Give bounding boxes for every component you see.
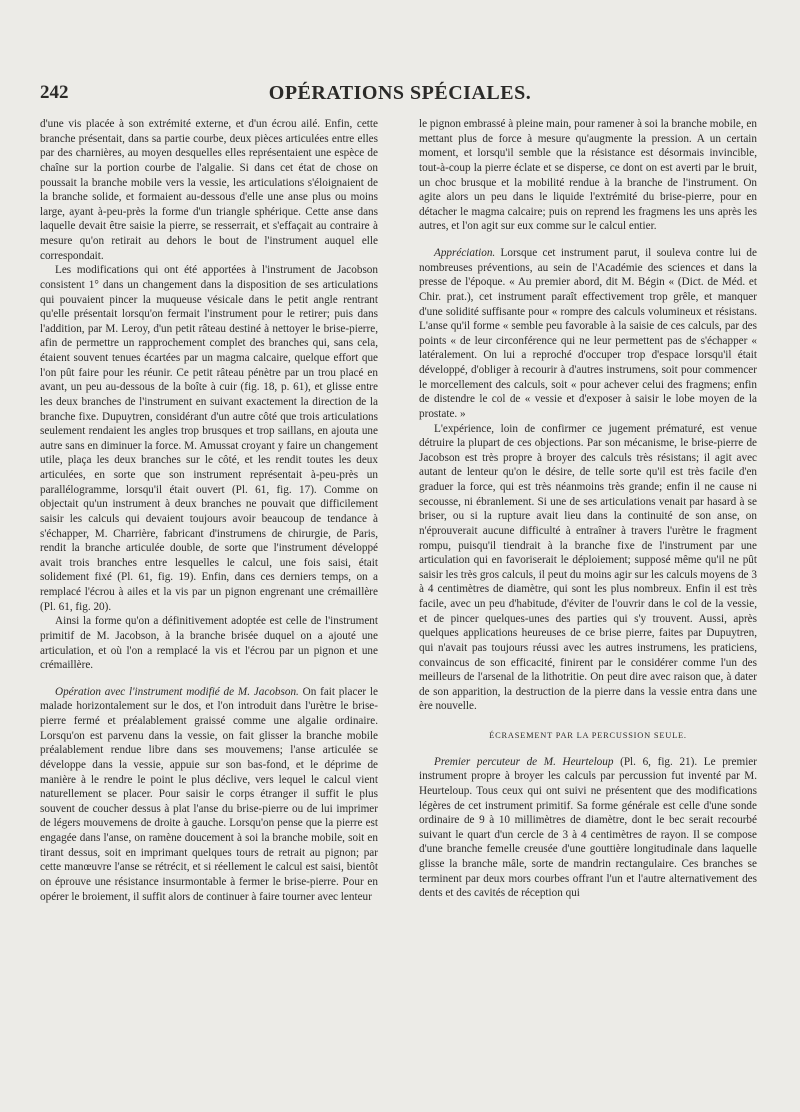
page-number: 242 — [40, 82, 69, 103]
paragraph: L'expérience, loin de confirmer ce jugement prématuré, est venue détruire la plupart de ces objections. Par son mécanisme, le brise-pierre de Jacobson est très propre à broyer des calculs très résistans; il agit avec autant de lenteur qu'on le désire, de telle sorte qu'il est très facile d'en graduer la force, qui est très néanmoins très grande; enfin il ne cause ni secousse, ni ébranlement. Si une de ses articulations venait par hasard à se briser, ou si la rupture avait lieu dans la continuité de son anse, on n'éprouverait aucune difficulté à entraîner à travers l'urètre le fragment rompu, puisqu'il tiendrait à la branche fixe de l'instrument par une articulation qui en favoriserait le déploiement; supposé même qu'il ne pût saisir les très gros calculs, il peut du moins agir sur les calculs moyens de 3 à 4 centimètres de diamètre, qui sont les plus nombreux. Enfin il est très facile, avec un peu d'habitude, d'éviter de l'ouvrir dans le col de la vessie, et de pincer quelques-unes des parties qui s'y trouvent. Aussi, après quelques applications heureuses de ce brise pierre, faites par Dupuytren, qui n'avait pas toujours réussi avec les autres instrumens, les praticiens, convaincus de son efficacité, finirent par le considérer comme l'un des meilleurs de l'arsenal de la lithotritie. On peut dire avec raison que, à dater de son apparition, la destruction de la pierre dans la vessie entra dans une ère nouvelle. — [419, 422, 757, 713]
paragraph — [419, 755, 757, 901]
paragraph-text: (Pl. 6, fig. 21). Le premier instrument propre à broyer les calculs par percussion fut inventé par M. Heurteloup. Tous ceux qui ont suivi ne présentent que des modifications légères de cet instrument primitif. Sa forme générale est celle d'une sonde ordinaire de 9 à 10 millimètres de diamètre, dont le bec serait recourbé suivant le quart d'un cercle de 3 à 4 centimètres de rayon. Il se compose d'une branche femelle creusée d'une gouttière longitudinale dans laquelle glisse la branche mâle, sorte de mandrin rectangulaire. Ces branches se terminent par deux mors courbes offrant l'un et l'autre alternativement des dents et des cavités de réception qui — [419, 755, 757, 900]
paragraph: d'une vis placée à son extrémité externe, et d'un écrou ailé. Enfin, cette branche présentait, dans sa partie courbe, deux pièces articulées entre elles par des charnières, au moyen desquelles elles représentaient une espèce de chaîne sur la portion courbe de l'algalie. Si dans cet état de chose on poussait la branche mobile vers la vessie, les articulations s'éloignaient de la branche solide, et formaient au-dessous d'elle une anse plus ou moins large, ayant à-peu-près la forme d'un triangle sphérique. Cette anse dans laquelle devait être saisie la pierre, se resserrait, et s'effaçait au contraire à mesure qu'on retirait au dehors le bout de l'instrument auquel elle correspondait. — [40, 118, 378, 262]
paragraph: Ainsi la forme qu'on a définitivement adoptée est celle de l'instrument primitif de M. Jacobson, à la branche brisée duquel on a ajouté une articulation, et où l'on a remplacé la vis et l'écrou par un pignon et une crémaillère. — [40, 615, 378, 672]
paragraph-title: Appréciation. — [434, 247, 496, 259]
page-header — [40, 82, 760, 112]
section-heading: ÉCRASEMENT PAR LA PERCUSSION SEULE. — [489, 731, 687, 740]
running-title: OPÉRATIONS SPÉCIALES. — [268, 82, 532, 104]
paragraph — [40, 685, 378, 904]
left-column — [40, 117, 378, 904]
paragraph-text: Lorsque cet instrument parut, il souleva contre lui de nombreuses préventions, au sein de l'Académie des sciences et dans la presse de l'époque. « Au premier abord, dit M. Bégin « (Dict. de Méd. et Chir. prat.), cet instrument paraît effectivement trop grêle, et manquer d'une solidité suffisante pour « rompre des calculs volumineux et résistans. L'anse qu'il forme « semble peu favorable à la saisie de ces calculs, par des points « de leur circonférence qui ne leur permettent pas de s'échapper « latéralement. On lui a reproché d'occuper trop d'espace lorsqu'il était développé, d'obliger à recourir à d'autres instrumens, soit pour commencer le morcellement des calculs, soit « pour achever celui des fragmens; enfin de distendre le col de « vessie et d'exposer à saisir le lobe moyen de la prostate. » — [419, 247, 757, 420]
paragraph — [419, 246, 757, 422]
paragraph: le pignon embrassé à pleine main, pour ramener à soi la branche mobile, en mettant plus de force à mesure qu'augmente la pression. A un certain moment, et lorsqu'il semble que la résistance est désormais invincible, tout-à-coup la pierre éclate et se disperse, ce dont on est averti par le bruit, un choc brusque et la mobilité rendue à la branche de l'instrument. On agite alors un peu dans le liquide l'extrémité du brise-pierre, pour en détacher le magma calcaire; puis on reprend les fragmens les uns après les autres, et l'on agit sur eux comme sur le calcul entier. — [419, 118, 757, 233]
right-column — [419, 117, 757, 901]
paragraph-title: Premier percuteur de M. Heurteloup — [434, 755, 614, 768]
paragraph-text: On fait placer le malade horizontalement sur le dos, et l'on introduit dans l'urètre le brise-pierre fermé et préalablement graissé comme une algalie ordinaire. Lorsqu'on est parvenu dans la vessie, on fait glisser la branche mobile préalablement rendue libre dans ses mouvemens; l'anse articulée se développe dans la vessie, appuie sur son bas-fond, et le déprime de manière à le rendre le point le plus déclive, vers lequel le calcul vient naturellement se placer. Pour saisir le corps étranger il suffit le plus souvent de coucher dessus à plat l'anse du brise-pierre ou de lui imprimer de légers mouvemens de droite à gauche. Lorsqu'on pense que la pierre est engagée dans l'anse, on ramène doucement à soi la branche mobile, soit en tirant dessus, soit en imprimant quelques tours de retrait au pignon; par cette manœuvre l'anse se rétrécit, et si réellement le calcul est saisi, bientôt on éprouve une résistance insurmontable à fermer le brise-pierre. Pour en opérer le broiement, il suffit alors de continuer à faire tourner avec lenteur — [40, 685, 378, 903]
paragraph: Les modifications qui ont été apportées à l'instrument de Jacobson consistent 1° dans un changement dans la disposition de ses articulations qui pouvaient pincer la muqueuse vésicale dans le petit angle rentrant qu'elle présentait lorsqu'on fermait l'instrument pour le retirer; puis dans l'addition, par M. Leroy, d'un petit râteau destiné à nettoyer le brise-pierre, afin de permettre un rapprochement complet des branches qui, sans cela, étaient souvent tenues écartées par un magma calcaire, quelque effort que l'on pût faire pour les réunir. Ce petit râteau pénètre par un trou placé en avant, un peu au-dessous de la boîte à cuir (fig. 18, p. 61), et glisse entre les deux branches de l'instrument en suivant exactement la direction de la branche fixe. Dupuytren, considérant d'un autre côté que trois articulations seulement rendaient les angles trop brusques et trop saillans, en ajouta une autre sans en diminuer la force. M. Amussat croyant y faire un changement utile, plaça les deux branches sur le côté, et les rendit toutes les deux articulées, en sorte que son instrument représentait à-peu-près un parallélogramme, lorsqu'il était ouvert (Pl. 61, fig. 17). Comme on objectait qu'un instrument à deux branches ne pouvait que difficilement saisir les calculs qui devaient toujours avoir beaucoup de tendance à s'échapper, M. Charrière, fabricant d'instrumens de chirurgie, de Paris, rendit la branche articulée double, de sorte que l'instrument développé avait trois branches entre lesquelles le calcul, une fois saisi, était solidement fixé (Pl. 61, fig. 19). Enfin, dans ces derniers temps, on a remplacé l'écrou à ailes et la vis par un pignon engrenant une crémaillère (Pl. 61, fig. 20). — [40, 264, 378, 613]
paragraph-title: Opération avec l'instrument modifié de M. Jacobson. — [55, 685, 299, 698]
